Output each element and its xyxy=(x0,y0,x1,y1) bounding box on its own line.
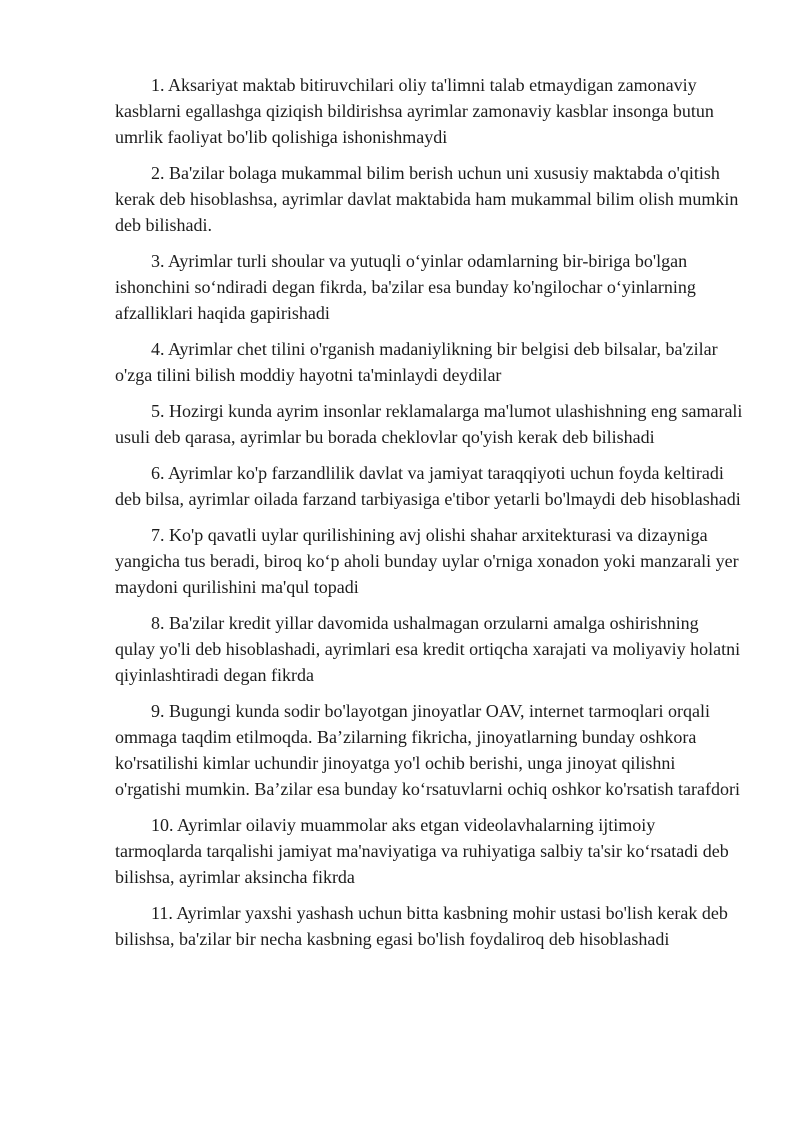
list-item-11: 11. Ayrimlar yaxshi yashash uchun bitta kasbning mohir ustasi bo'lish kerak deb bilishsa, ba'zilar bir necha kasbning egasi bo'lish foydaliroq deb hisoblashadi xyxy=(115,903,728,949)
list-item-3: 3. Ayrimlar turli shoular va yutuqli o‘yinlar odamlarning bir-biriga bo'lgan ishonchini so‘ndiradi degan fikrda, ba'zilar esa bunday ko'ngilochar o‘yinlarning afzalliklari haqida gapirishadi xyxy=(115,251,696,323)
list-item-2: 2. Ba'zilar bolaga mukammal bilim berish uchun uni xususiy maktabda o'qitish kerak deb hisoblashsa, ayrimlar davlat maktabida ham mukammal bilim olish mumkin deb bilishadi. xyxy=(115,163,739,235)
list-item-5: 5. Hozirgi kunda ayrim insonlar reklamalarga ma'lumot ulashishning eng samarali usuli deb qarasa, ayrimlar bu borada cheklovlar qo'yish kerak deb bilishadi xyxy=(115,401,743,447)
list-item-8: 8. Ba'zilar kredit yillar davomida ushalmagan orzularni amalga oshirishning qulay yo'li deb hisoblashadi, ayrimlari esa kredit ortiqcha xarajati va moliyaviy holatni qiyinlashtiradi degan fikrda xyxy=(115,613,741,685)
document-page xyxy=(115,72,743,962)
list-item-7: 7. Ko'p qavatli uylar qurilishining avj olishi shahar arxitekturasi va dizayniga yangicha tus beradi, biroq ko‘p aholi bunday uylar o'rniga xonadon yoki manzarali yer maydoni qurilishini ma'qul topadi xyxy=(115,525,739,597)
list-item-10: 10. Ayrimlar oilaviy muammolar aks etgan videolavhalarning ijtimoiy tarmoqlarda tarqalishi jamiyat ma'naviyatiga va ruhiyatiga salbiy ta'sir ko‘rsatadi deb bilishsa, ayrimlar aksincha fikrda xyxy=(115,815,729,887)
list-item-6: 6. Ayrimlar ko'p farzandlilik davlat va jamiyat taraqqiyoti uchun foyda keltiradi deb bilsa, ayrimlar oilada farzand tarbiyasiga e'tibor yetarli bo'lmaydi deb hisoblashadi xyxy=(115,463,741,509)
list-item-1: 1. Aksariyat maktab bitiruvchilari oliy ta'limni talab etmaydigan zamonaviy kasblarni egallashga qiziqish bildirishsa ayrimlar zamonaviy kasblar insonga butun umrlik faoliyat bo'lib qolishiga ishonishmaydi xyxy=(115,75,714,147)
list-item-9: 9. Bugungi kunda sodir bo'layotgan jinoyatlar OAV, internet tarmoqlari orqali ommaga taqdim etilmoqda. Ba’zilarning fikricha, jinoyatlarning bunday oshkora ko'rsatilishi kimlar uchundir jinoyatga yo'l ochib berishi, unga jinoyat qilishni o'rgatishi mumkin. Ba’zilar esa bunday ko‘rsatuvlarni ochiq oshkor ko'rsatish tarafdori xyxy=(115,701,741,799)
list-item-4: 4. Ayrimlar chet tilini o'rganish madaniylikning bir belgisi deb bilsalar, ba'zilar o'zga tilini bilish moddiy hayotni ta'minlaydi deydilar xyxy=(115,339,718,385)
